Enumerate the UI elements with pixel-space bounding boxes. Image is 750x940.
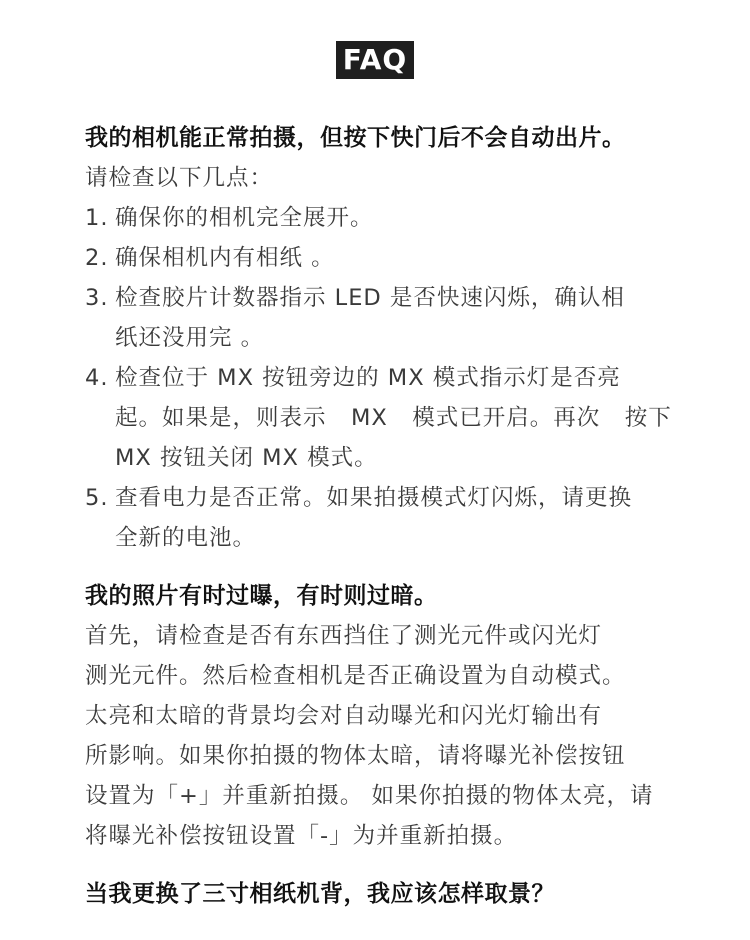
question-title: 我的照片有时过曝，有时则过暗。 (85, 583, 438, 609)
list-number: 4. (85, 365, 109, 391)
list-item-text: 查看电力是否正常。如果拍摄模式灯闪烁，请更换 (115, 485, 633, 511)
list-item-text: 检查位于 MX 按钮旁边的 MX 模式指示灯是否亮 (115, 365, 621, 391)
faq-content (85, 118, 675, 914)
list-item-text: 确保相机内有相纸 。 (115, 245, 335, 271)
list-number: 5. (85, 485, 109, 511)
question-title: 我的相机能正常拍摄，但按下快门后不会自动出片。 (85, 125, 626, 151)
faq-section-1 (85, 118, 675, 558)
faq-section-3 (85, 874, 675, 914)
answer-line: 将曝光补偿按钮设置「-」为并重新拍摄。 (85, 823, 518, 849)
question-title: 当我更换了三寸相纸机背，我应该怎样取景？ (85, 881, 555, 907)
list-item-text: 确保你的相机完全展开。 (115, 205, 374, 231)
list-item (85, 358, 675, 478)
list-number: 3. (85, 285, 109, 311)
question-intro: 请检查以下几点： (85, 165, 274, 191)
answer-line: 设置为「+」并重新拍摄。 如果你拍摄的物体太亮，请 (85, 783, 654, 809)
faq-badge: FAQ (336, 41, 414, 79)
answer-line: 太亮和太暗的背景均会对自动曝光和闪光灯输出有 (85, 703, 603, 729)
list-number: 2. (85, 245, 109, 271)
answer-line: 测光元件。然后检查相机是否正确设置为自动模式。 (85, 663, 626, 689)
list-item (85, 478, 675, 558)
list-item-text: 纸还没用完 。 (115, 325, 265, 351)
list-item (85, 278, 675, 358)
list-number: 1. (85, 205, 109, 231)
checklist (85, 198, 675, 558)
list-item (85, 238, 675, 278)
list-item-text: 检查胶片计数器指示 LED 是否快速闪烁，确认相 (115, 285, 625, 311)
answer-line: 首先，请检查是否有东西挡住了测光元件或闪光灯 (85, 623, 603, 649)
list-item-text: 全新的电池。 (115, 525, 257, 551)
faq-section-2 (85, 576, 675, 856)
list-item-text: 起。如果是，则表示 MX 模式已开启。再次 按下 (115, 405, 672, 431)
list-item (85, 198, 675, 238)
answer-line: 所影响。如果你拍摄的物体太暗，请将曝光补偿按钮 (85, 743, 626, 769)
list-item-text: MX 按钮关闭 MX 模式。 (115, 445, 378, 471)
